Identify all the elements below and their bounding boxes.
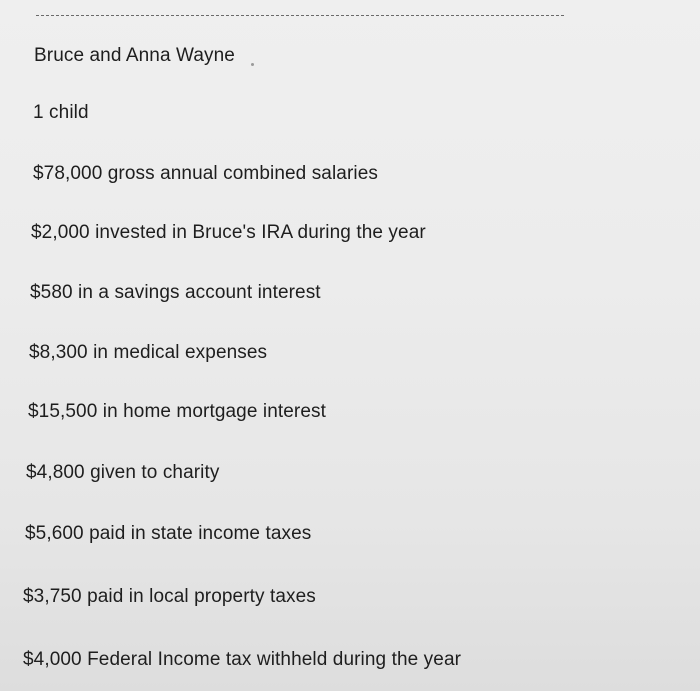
property-taxes-line: $3,750 paid in local property taxes (23, 586, 316, 607)
ira-line: $2,000 invested in Bruce's IRA during the year (31, 222, 426, 243)
mortgage-interest-line: $15,500 in home mortgage interest (28, 401, 326, 422)
state-taxes-line: $5,600 paid in state income taxes (25, 523, 312, 544)
stray-mark (251, 63, 254, 66)
dashed-divider (36, 15, 564, 16)
children-line: 1 child (33, 102, 89, 123)
medical-expenses-line: $8,300 in medical expenses (29, 342, 268, 363)
names-line: Bruce and Anna Wayne (34, 45, 235, 66)
salaries-line: $78,000 gross annual combined salaries (33, 163, 378, 184)
savings-interest-line: $580 in a savings account interest (30, 282, 321, 303)
federal-withheld-line: $4,000 Federal Income tax withheld during the year (23, 649, 462, 670)
charity-line: $4,800 given to charity (26, 462, 220, 483)
